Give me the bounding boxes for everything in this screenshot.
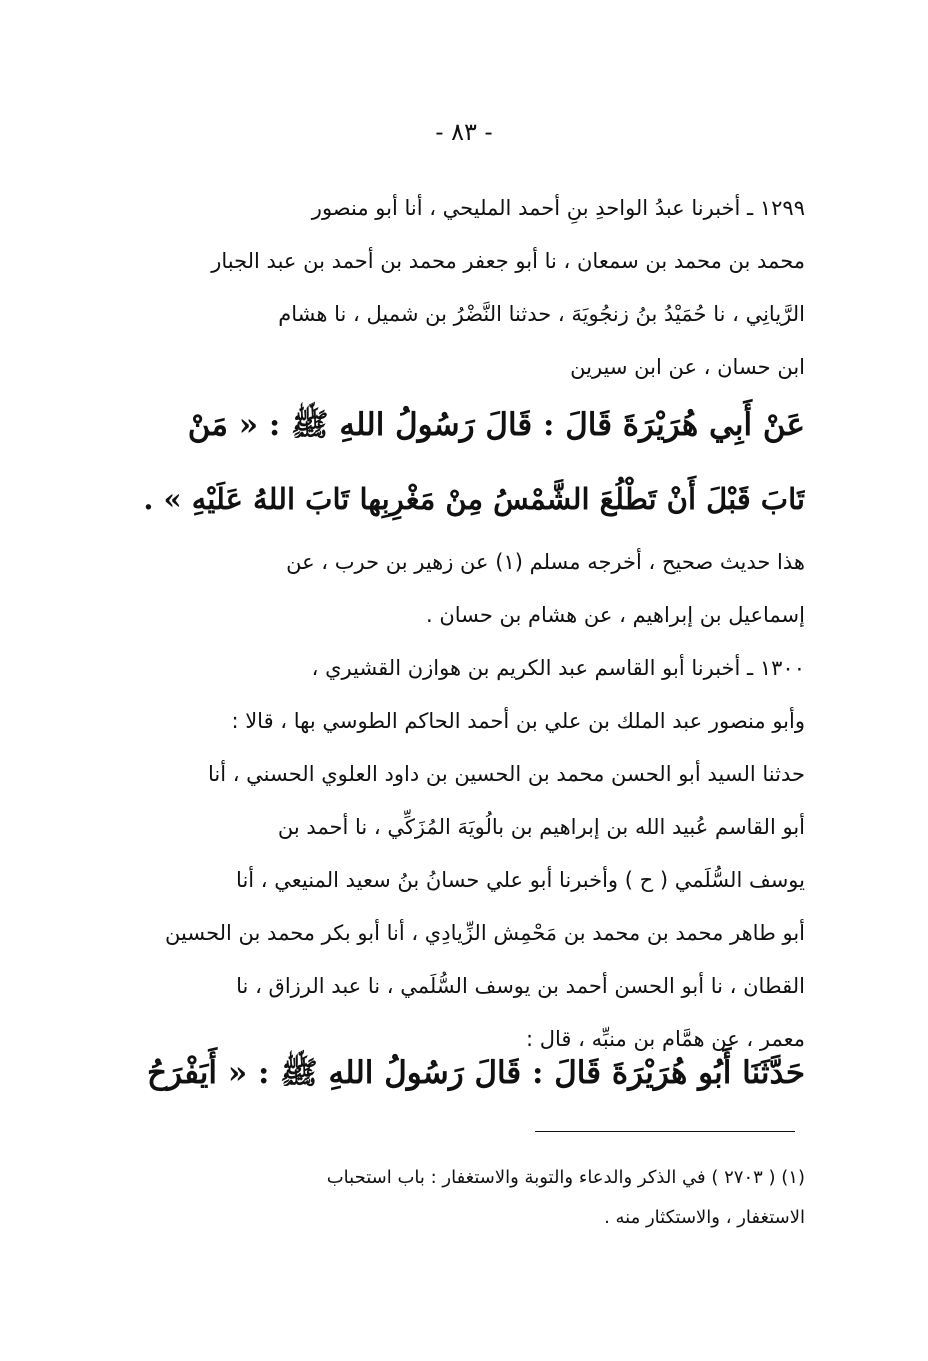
isnad-line: القطان ، نا أبو الحسن أحمد بن يوسف السُّلَمي ، نا عبد الرزاق ، نا: [236, 974, 805, 998]
hadith-line: حَدَّثَنَا أَبُو هُرَيْرَةَ قَالَ : قَالَ رَسُولُ اللهِ ﷺ : « أَيَفْرَحُ: [146, 1055, 805, 1091]
isnad-line: أبو القاسم عُبيد الله بن إبراهيم بن بالُويَهَ المُزَكِّي ، نا أحمد بن: [277, 815, 805, 839]
hadith-1300: [140, 1036, 805, 1110]
grading-note-1299: [140, 536, 805, 642]
hadith-line: عَنْ أَبِي هُرَيْرَةَ قَالَ : قَالَ رَسُولُ اللهِ ﷺ : « مَنْ: [187, 407, 805, 443]
footnote: [140, 1158, 805, 1238]
isnad-1299: [140, 182, 805, 394]
isnad-line: أبو طاهر محمد بن محمد بن مَحْمِش الزِّيادِي ، أنا أبو بكر محمد بن الحسين: [165, 921, 805, 945]
isnad-line: معمر ، عن همَّام بن منبِّه ، قال :: [526, 1027, 805, 1051]
isnad-line: ابن حسان ، عن ابن سيرين: [570, 355, 805, 379]
footnote-separator: [535, 1131, 795, 1132]
isnad-line: حدثنا السيد أبو الحسن محمد بن الحسين بن داود العلوي الحسني ، أنا: [207, 762, 805, 786]
hadith-line: تَابَ قَبْلَ أَنْ تَطْلُعَ الشَّمْسُ مِنْ مَغْرِبِها تَابَ اللهُ عَلَيْهِ » .: [143, 482, 805, 516]
footnote-line: (١) ( ٢٧٠٣ ) في الذكر والدعاء والتوبة والاستغفار : باب استحباب: [326, 1167, 805, 1188]
note-line: إسماعيل بن إبراهيم ، عن هشام بن حسان .: [425, 603, 805, 627]
note-line: هذا حديث صحيح ، أخرجه مسلم (١) عن زهير بن حرب ، عن: [286, 550, 805, 574]
isnad-line: ١٣٠٠ ـ أخبرنا أبو القاسم عبد الكريم بن هوازن القشيري ،: [311, 656, 805, 680]
isnad-1300: [140, 642, 805, 1066]
isnad-line: الرَّيانِي ، نا حُمَيْدُ بنُ زنجُويَهَ ، حدثنا النَّضْرُ بن شميل ، نا هشام: [278, 302, 805, 326]
hadith-1299: [140, 388, 805, 536]
page-number: - ٨٣ -: [435, 118, 493, 146]
isnad-line: يوسف السُّلَمي ( ح ) وأخبرنا أبو علي حسانُ بنُ سعيد المنيعي ، أنا: [236, 868, 805, 892]
footnote-line: الاستغفار ، والاستكثار منه .: [604, 1207, 805, 1228]
isnad-line: وأبو منصور عبد الملك بن علي بن أحمد الحاكم الطوسي بها ، قالا :: [231, 709, 805, 733]
isnad-line: محمد بن محمد بن سمعان ، نا أبو جعفر محمد بن أحمد بن عبد الجبار: [211, 249, 805, 273]
isnad-line: ١٢٩٩ ـ أخبرنا عبدُ الواحدِ بنِ أحمد المليحي ، أنا أبو منصور: [311, 196, 805, 220]
